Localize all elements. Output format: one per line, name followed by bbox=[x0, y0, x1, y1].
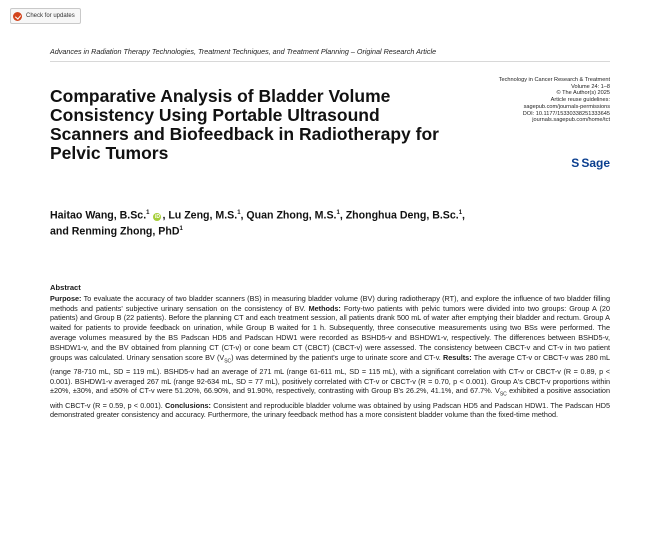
results-subscript: SC bbox=[499, 391, 507, 398]
abstract-heading: Abstract bbox=[50, 283, 81, 292]
results-text: The average CT-v or CBCT-v was 280 mL (range 78-710 mL, SD = 119 mL). BSHD5-v had an average of 271 mL (range 61-611 mL, SD = 115 mL), with a significant correlation with CT-v or CBCT-v (R = 0.89, p < 0.001). BSHDW1-v averaged 267 mL (range 92-634 mL, SD = 77 mL), positively correlated with CT-v or CBCT-v (R = 0.70, p < 0.001). Group A's CBCT-v proportions within ±20%, ±30%, and ±50% of CT-v were 51.20%, 66.90%, and 91.90%, respectively, contrasting with Group B's 26.2%, 41.1%, and 67.7%. V bbox=[50, 352, 611, 396]
sage-s-icon: S bbox=[571, 156, 580, 170]
publisher-logo bbox=[571, 156, 610, 170]
affiliation-mark: 1 bbox=[458, 210, 463, 216]
conclusions-label: Conclusions: bbox=[165, 400, 211, 410]
affiliation-mark: 1 bbox=[336, 210, 340, 216]
publisher-name: Sage bbox=[581, 156, 610, 170]
methods-text: Forty-two patients with pelvic tumors were divided into two groups: Group A (20 patients) and Group B (22 patients). Before the planning CT and each treatment session, all patients drank 500 mL of water after emptying their bladder and rectum. Group A waited for patients to provide feedback on urination, while Group B waited for 1 h. Subsequently, three consecutive measurements using two BSs were performed. The average volumes measured by the BS Padscan HD5 and Padscan HDW1 were recorded as BSHD5-v and BSHDW1-v, respectively. The differences between BSHD5-v, BSHDW1-v, and the BV obtained from planning CT (CT-v) or cone beam CT (CBCT) (CBCT-v) were assessed. The consistency between CBCT-v and CT-v in two patient groups was calculated. Urinary sensation score BV (V bbox=[50, 303, 610, 362]
meta-journal-link[interactable]: journals.sagepub.com/home/tct bbox=[532, 117, 610, 124]
orcid-icon[interactable]: iD bbox=[154, 213, 160, 220]
author-name: Lu Zeng, M.S. bbox=[168, 209, 238, 222]
purpose-text: To evaluate the accuracy of two bladder scanners (BS) in measuring bladder volume (BV) during radiotherapy (RT), and explore the influence of two bladder filling methods and patients' subjective urinary sensation on the consistency of BV. bbox=[50, 293, 610, 313]
article-meta bbox=[460, 77, 610, 124]
author-list: Haitao Wang, B.Sc.$^1$ iD , Lu Zeng, M.S.$^1$, Quan Zhong, M.S.$^1$, Zhonghua Deng, B.Sc.$^1$, and Renming Zhong, PhD$^1$ bbox=[50, 209, 465, 238]
meta-reuse: Article reuse guidelines: bbox=[550, 97, 610, 104]
methods-subscript: SC bbox=[224, 358, 232, 365]
methods-text-end: ) was determined by the patient's urge to urinate score and CT-v. bbox=[231, 352, 441, 362]
abstract-section bbox=[50, 283, 610, 420]
conclusions-text: Consistent and reproducible bladder volume was obtained by using Padscan HD5 and Padscan HDW1. The Padscan HD5 demonstrated greater consistency and accuracy. Furthermore, the urinary feedback method has a more consistent bladder volume than the fixed-time method. bbox=[50, 400, 611, 420]
results-text-end: exhibited a positive association with CBCT-v (R = 0.59, p < 0.001). bbox=[50, 386, 610, 410]
meta-journal: Technology in Cancer Research & Treatment bbox=[498, 77, 610, 83]
author-name: and Renming Zhong, PhD bbox=[50, 225, 180, 238]
meta-reuse-link[interactable]: sagepub.com/journals-permissions bbox=[523, 103, 610, 110]
author-name: Quan Zhong, M.S. bbox=[246, 209, 337, 222]
author-name: Haitao Wang, B.Sc. bbox=[50, 209, 147, 222]
affiliation-mark: 1 bbox=[237, 210, 241, 216]
author-name: Zhonghua Deng, B.Sc. bbox=[345, 209, 459, 222]
meta-volume: Volume 24: 1–8 bbox=[571, 83, 610, 90]
purpose-label: Purpose: bbox=[50, 293, 82, 303]
paper-title: Comparative Analysis of Bladder Volume Consistency Using Portable Ultrasound Scanners and Biofeedback in Radiotherapy for Pelvic Tumors bbox=[50, 86, 439, 163]
meta-doi[interactable]: DOI: 10.1177/15330338251333645 bbox=[522, 110, 610, 117]
affiliation-mark: 1 bbox=[146, 210, 150, 216]
journal-section-line: Advances in Radiation Therapy Technologies, Treatment Techniques, and Treatment Planning – Original Research Article bbox=[50, 47, 437, 56]
header-divider bbox=[50, 61, 610, 62]
methods-label: Methods: bbox=[308, 303, 341, 313]
meta-copyright: © The Author(s) 2025 bbox=[556, 90, 610, 97]
check-for-updates-label: Check for updates bbox=[26, 13, 75, 19]
abstract-body bbox=[50, 294, 610, 420]
check-circle-icon bbox=[13, 12, 22, 21]
results-label: Results: bbox=[443, 352, 472, 362]
check-for-updates-badge[interactable] bbox=[10, 8, 81, 24]
affiliation-mark: 1 bbox=[179, 226, 183, 233]
